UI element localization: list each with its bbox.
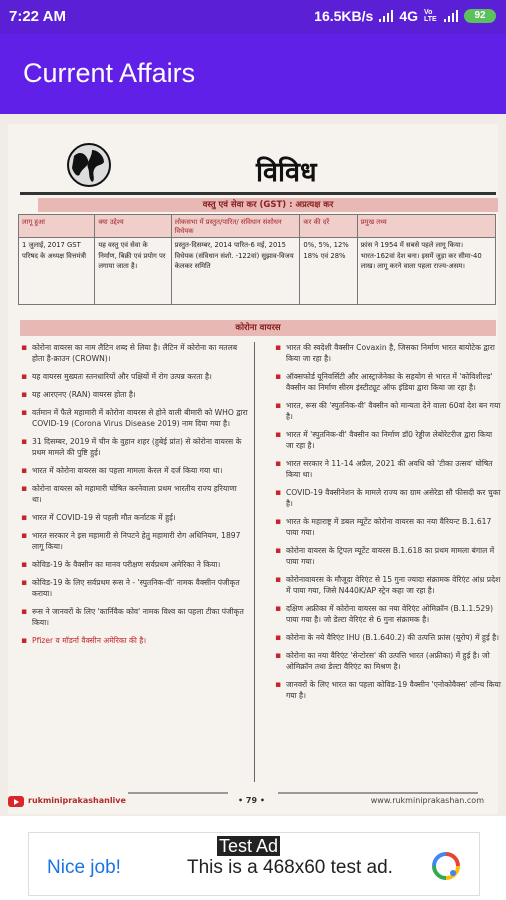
app-title: Current Affairs xyxy=(23,58,196,88)
list-item: ▪ भारत के महाराष्ट्र में डबल म्यूटेंट कोरोना वायरस का नया वैरियन्ट B.1.617 पाया गया। xyxy=(274,516,502,538)
table-header: लोकसभा में प्रस्तुत/पारित/ संविधान संशोधन विधेयक xyxy=(171,215,300,238)
footer-rule xyxy=(128,792,228,794)
list-item: ▪ COVID-19 वैक्सीनेशन के मामले राज्य का ग्राम असेरेडा सौ फीसदी कर चुका है। xyxy=(274,487,502,509)
section-gst-title: वस्तु एवं सेवा कर (GST) : अप्रत्यक्ष कर xyxy=(38,198,498,212)
table-header: कर की दरें xyxy=(300,215,357,238)
ad-headline[interactable]: Nice job! xyxy=(47,857,121,878)
signal-icon xyxy=(379,10,393,22)
list-item: ▪ भारत में 'स्पुतनिक-वी' वैक्सीन का निर्माण डॉ0 रेड्डीज लेबोरेटरीज द्वारा किया जा रहा है। xyxy=(274,429,502,451)
table-cell: फ्रांस ने 1954 में सबसे पहले लागू किया। भारत-162वां देश बना। इसमें जुड़ा कर सीमा-40 लाख। लागू करने वाला पहला राज्य-असम। xyxy=(357,238,495,305)
page-title: विविध xyxy=(256,157,317,188)
right-column xyxy=(274,342,502,708)
status-indicators xyxy=(314,8,496,24)
list-item: ▪ भारत की स्वदेशी वैक्सीन Covaxin है, जिसका निर्माण भारत बायोटेक द्वारा किया जा रहा है। xyxy=(274,342,502,364)
list-item: ▪ ऑक्सफोर्ड यूनिवर्सिटी और आस्ट्राजेनेका के सहयोग से भारत में 'कोविशील्ड' वैक्सीन का निर्माण सीरम इंस्टीट्यूट ऑफ इंडिया द्वारा किया जा रहा है। xyxy=(274,371,502,393)
footer-url: www.rukminiprakashan.com xyxy=(370,796,484,805)
network-speed: 16.5KB/s xyxy=(314,8,374,24)
section-corona-title: कोरोना वायरस xyxy=(20,320,496,336)
globe-icon xyxy=(66,142,112,188)
table-cell: 0%, 5%, 12% 18% एवं 28% xyxy=(300,238,357,305)
list-item: ▪ जानवरों के लिए भारत का पहला कोविड-19 वैक्सीन 'एनोकोवैक्स' लॉन्च किया गया है। xyxy=(274,679,502,701)
list-item: ▪ भारत में कोरोना वायरस का पहला मामला केरल में दर्ज किया गया था। xyxy=(20,465,248,476)
list-item: ▪ कोरोना वायरस का नाम लैटिन शब्द से लिया है। लैटिन में कोरोना का मतलब होता है-क्राउन (CROWN)। xyxy=(20,342,248,364)
page-sheet xyxy=(8,124,501,814)
column-divider xyxy=(254,342,255,782)
ad-label: Test Ad xyxy=(219,836,279,856)
list-item: ▪ रूस ने जानवरों के लिए 'कार्निवैक कोव' नामक विश्व का पहला टीका पंजीकृत किया। xyxy=(20,606,248,628)
status-bar xyxy=(0,0,506,34)
footer-rule xyxy=(278,792,478,794)
app-bar xyxy=(0,34,506,114)
list-item: ▪ कोरोना का नया वैरिएंट 'सेन्टोरस' की उत्पत्ति भारत (अफ्रीका) में हुई है। जो ओमिक्रॉन तथा डेल्टा वैरिएंट का मिश्रण है। xyxy=(274,650,502,672)
table-row xyxy=(19,238,496,305)
list-item: ▪ कोविड-19 के लिए सर्वप्रथम रूस ने - 'स्पुतनिक-वी' नामक वैक्सीन पंजीकृत कराया। xyxy=(20,577,248,599)
page-number: • 79 • xyxy=(238,796,265,805)
list-item: ▪ भारत सरकार ने इस महामारी से निपटने हेतु महामारी रोग अधिनियम, 1897 लागू किया। xyxy=(20,530,248,552)
table-header-row xyxy=(19,215,496,238)
network-type: 4G xyxy=(399,8,418,24)
title-rule xyxy=(20,192,496,195)
table-header: प्रमुख तथ्य xyxy=(357,215,495,238)
status-time: 7:22 AM xyxy=(9,8,66,25)
list-item: ▪ कोरोना वायरस को महामारी घोषित करनेवाला प्रथम भारतीय राज्य हरियाणा था। xyxy=(20,483,248,505)
page-footer xyxy=(8,792,498,814)
list-item: ▪ वर्तमान में फैले महामारी में कोरोना वायरस से होने वाली बीमारी को WHO द्वारा COVID-19 (Corona Virus Disease 2019) नाम दिया गया है। xyxy=(20,407,248,429)
list-item: ▪ भारत, रूस की 'स्पुतनिक-वी' वैक्सीन को मान्यता देने वाला 60वां देश बन गया है। xyxy=(274,400,502,422)
gst-table xyxy=(18,214,496,305)
list-item: ▪ यह वायरस मुख्यतः स्तनधारियों और पक्षियों में रोग उत्पन्न करता है। xyxy=(20,371,248,382)
table-cell: प्रस्तुत-दिसम्बर, 2014 पारित-6 मई, 2015 विधेयक (संविधान संशो. -122वां) सुझाव-विजय केलकर समिति xyxy=(171,238,300,305)
page-image[interactable] xyxy=(0,114,506,816)
table-cell: 1 जुलाई, 2017 GST परिषद के अध्यक्ष वित्तमंत्री xyxy=(19,238,95,305)
signal-icon-2 xyxy=(444,10,458,22)
ad-text[interactable]: This is a 468x60 test ad. xyxy=(187,857,393,878)
list-item: ▪ Pfizer व मॉडर्ना वैक्सीन अमेरिका की है। xyxy=(20,635,248,646)
list-item: ▪ भारत में COVID-19 से पहली मौत कर्नाटक में हुई। xyxy=(20,512,248,523)
list-item: ▪ कोविड-19 के वैक्सीन का मानव परीक्षण सर्वप्रथम अमेरिका ने किया। xyxy=(20,559,248,570)
ad-logo-icon[interactable] xyxy=(431,851,461,881)
list-item: ▪ भारत सरकार ने 11-14 अप्रैल, 2021 की अवधि को 'टीका उत्सव' घोषित किया था। xyxy=(274,458,502,480)
list-item: ▪ यह आरएनए (RAN) वायरस होता है। xyxy=(20,389,248,400)
table-header: लागू हुआ xyxy=(19,215,95,238)
list-item: ▪ कोरोनावायरस के मौजूदा वेरिएंट से 15 गुना ज्यादा संक्रामक वेरिएंट आंध्र प्रदेश में पाया गया, जिसे N440K/AP स्ट्रेन कहा जा रहा है। xyxy=(274,574,502,596)
footer-channel: rukminiprakashanlive xyxy=(28,796,126,805)
list-item: ▪ 31 दिसम्बर, 2019 में चीन के वुहान शहर (हुबेई प्रांत) से कोरोना वायरस के प्रथम मामले की पुष्टि हुई। xyxy=(20,436,248,458)
table-header: क्या उद्देश्य xyxy=(95,215,171,238)
youtube-icon xyxy=(8,796,24,807)
volte-label: Vo LTE xyxy=(424,9,437,23)
list-item: ▪ कोरोना के नये वैरिएंट IHU (B.1.640.2) की उत्पत्ति फ्रांस (यूरोप) में हुई है। xyxy=(274,632,502,643)
list-item: ▪ कोरोना वायरस के ट्रिपल म्यूटेंट वायरस B.1.618 का प्रथम मामला बंगाल में पाया गया। xyxy=(274,545,502,567)
battery-icon: 92 xyxy=(464,9,496,23)
left-column xyxy=(20,342,248,653)
ad-area xyxy=(0,816,506,900)
list-item: ▪ दक्षिण अफ्रीका में कोरोना वायरस का नया वेरिएंट ओमिक्रॉन (B.1.1.529) पाया गया है। जो डेल्टा वेरिएंट से 6 गुना संक्रामक है। xyxy=(274,603,502,625)
table-cell: यह वस्तु एवं सेवा के निर्माण, बिक्री एवं प्रयोग पर लगाया जाता है। xyxy=(95,238,171,305)
